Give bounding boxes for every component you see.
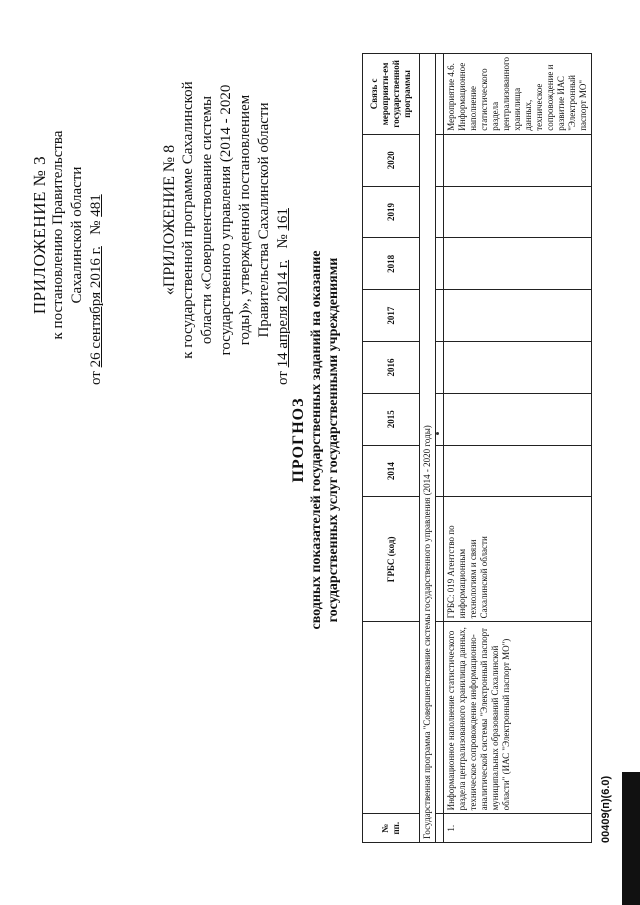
program-line1: к государственной программе Сахалинской: [180, 81, 196, 359]
col-2020: 2020: [363, 134, 420, 186]
row-link: Мероприятие 4.6. Информационное наполнение статистического раздела централизованного хранилища данных, техническое сопровождение и развитие ИАС "Электронный паспорт МО": [444, 54, 592, 135]
col-2014: 2014: [363, 445, 420, 497]
scan-edge-bar: [622, 772, 640, 905]
row-2018: [444, 238, 592, 290]
title-sub2: государственных услуг государственными учреждениями: [326, 257, 341, 623]
annex-line1: к постановлению Правительства: [50, 130, 66, 340]
document-title: [290, 155, 342, 725]
row-2015: [444, 393, 592, 445]
col-2019: 2019: [363, 186, 420, 238]
program-line5: Правительства Сахалинской области: [256, 102, 272, 338]
forecast-table: [362, 53, 592, 843]
spacer-row: [436, 54, 444, 843]
col-link: Связь с мероприяти-ем государственной программы: [363, 54, 420, 135]
row-2020: [444, 134, 592, 186]
annex-title: ПРИЛОЖЕНИЕ № 3: [30, 155, 49, 315]
col-2015: 2015: [363, 393, 420, 445]
col-2018: 2018: [363, 238, 420, 290]
program-line2: области «Совершенствование системы: [199, 95, 215, 345]
program-line4: годы)», утвержденной постановлением: [237, 94, 253, 346]
row-2016: [444, 342, 592, 394]
row-2017: [444, 290, 592, 342]
title-sub1: сводных показателей государственных заданий на оказание: [309, 250, 324, 630]
col-2017: 2017: [363, 290, 420, 342]
col-grbs: ГРБС (код): [363, 497, 420, 622]
annex-date: 26 сентября 2016 г.: [88, 246, 104, 368]
annex-number: 481: [88, 194, 104, 217]
program-line3: государственного управления (2014 - 2020: [218, 84, 234, 356]
table-row: [444, 54, 592, 843]
footer-code: 00409(п)(6.0): [600, 775, 612, 843]
program-date: 14 апреля 2014 г.: [275, 259, 291, 368]
row-2014: [444, 445, 592, 497]
title-main: ПРОГНОЗ: [290, 397, 307, 483]
row-num: 1.: [444, 814, 592, 843]
table-header-row: [363, 54, 420, 843]
col-num: № пп.: [363, 814, 420, 843]
program-number: 161: [275, 208, 291, 231]
annex-date-line: от 26 сентября 2016 г. № 481: [88, 194, 104, 385]
program-date-line: от 14 апреля 2014 г. № 161: [275, 208, 291, 385]
program-title: «ПРИЛОЖЕНИЕ № 8: [161, 144, 178, 296]
row-2019: [444, 186, 592, 238]
scan-speck: [436, 432, 439, 435]
row-name: Информационное наполнение статистического раздела централизованного хранилища данных, техническое сопровождение информационно-аналитической системы "Электронный паспорт муниципальных образований Сахалинской области" (ИАС "Электронный паспорт МО"): [444, 622, 592, 814]
annex-header: [30, 85, 106, 385]
program-row-text: Государственная программа "Совершенствование системы государственного управления (2014 - 2020 годы): [420, 54, 436, 843]
annex-line2: Сахалинской области: [69, 166, 85, 304]
program-header: [160, 55, 293, 385]
col-2016: 2016: [363, 342, 420, 394]
row-grbs: ГРБС: 019 Агентство по информационным технологиям и связи Сахалинской области: [444, 497, 592, 622]
program-row: [420, 54, 436, 843]
col-name: [363, 622, 420, 814]
